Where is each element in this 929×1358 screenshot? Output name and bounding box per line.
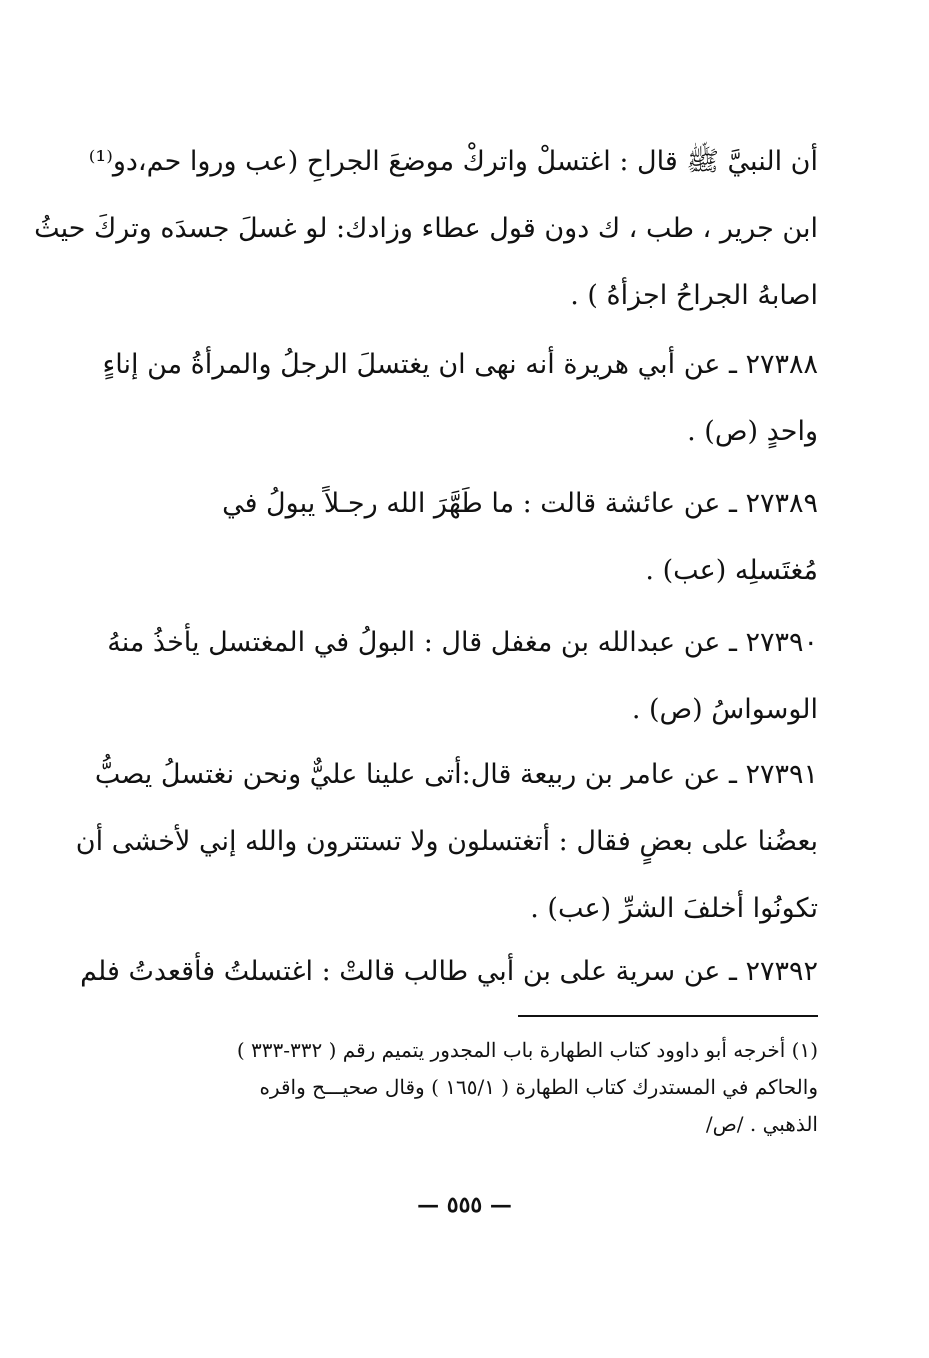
footnote-line: (١) أخرجه أبو داوود كتاب الطهارة باب المجدور يتميم رقم ( ٣٣٢-٣٣٣ ) [236,1038,818,1062]
text-line: ٢٧٣٨٨ ـ عن أبي هريرة أنه نهى ان يغتسلَ الرجلُ والمرأةُ من إناءٍ [102,349,818,380]
text-line: ٢٧٣٩٠ ـ عن عبدالله بن مغفل قال : البولُ في المغتسل يأخذُ منهُ [107,627,818,658]
text-line: اصابهُ الجراحُ اجزأهُ ) . [570,280,818,311]
hadith-27390 [107,609,818,743]
footnote [118,1032,818,1143]
hadith-27391 [75,741,818,942]
text-line: الوسواسُ (ص) . [631,694,818,725]
text-line: تكونُوا أخلفَ الشرِّ (عب) . [530,893,818,924]
hadith-27389 [118,470,818,604]
footnote-divider [518,1015,818,1017]
hadith-27388 [102,331,818,465]
text-line: ابن جرير ، طب ، ك دون قول عطاء وزادك: لو غسلَ جسدَه وتركَ حيثُ [34,213,818,244]
footnote-line: والحاكم في المستدرك كتاب الطهارة ( ١٦٥/١ ) وقال صحيـــح واقره [259,1075,818,1099]
text-line: ٢٧٣٩١ ـ عن عامر بن ربيعة قال:أتى علينا عليٌّ ونحن نغتسلُ يصبُّ [94,759,818,790]
hadith-27392 [80,938,818,1005]
page-number: — ٥٥٥ — [417,1192,512,1218]
text-line: ٢٧٣٩٢ ـ عن سرية على بن أبي طالب قالتْ : اغتسلتُ فأقعدتُ فلم [80,956,818,987]
text-line: أن النبيَّ ﷺ قال : اغتسلْ واتركْ موضعَ الجراحِ (عب وروا حم،دو⁽¹⁾ [88,146,818,177]
footnote-line: الذهبي . /ص/ [705,1112,818,1136]
text-line: بعضُنا على بعضٍ فقال : أتغتسلون ولا تستترون والله إني لأخشى أن [75,826,818,857]
text-line: ٢٧٣٨٩ ـ عن عائشة قالت : ما طَهَّرَ الله رجـلاً يبولُ في [222,488,818,519]
intro-paragraph [34,128,818,329]
text-line: واحدٍ (ص) . [687,416,818,447]
text-line: مُغتَسلِه (عب) . [645,555,818,586]
